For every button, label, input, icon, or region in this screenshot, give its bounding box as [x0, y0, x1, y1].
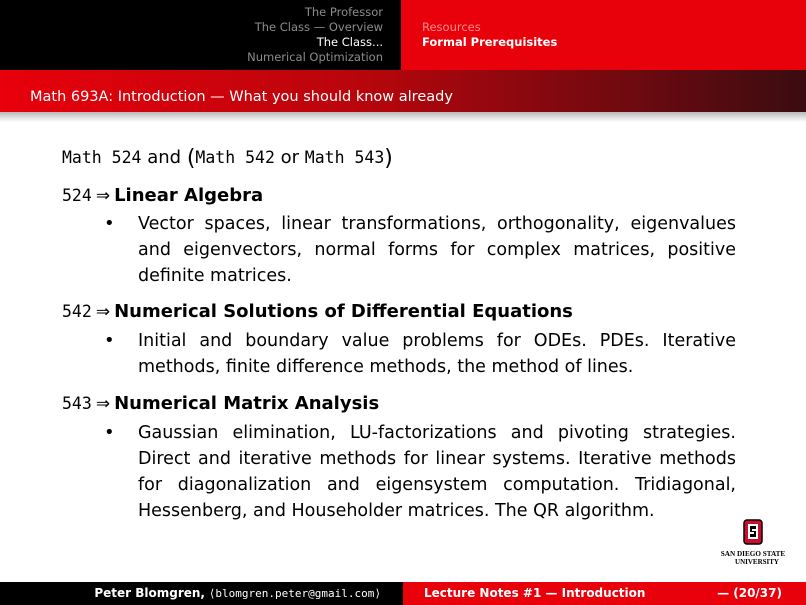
nav-subsection-resources[interactable]: Resources — [422, 20, 481, 34]
author-email: ⟨blomgren.peter@gmail.com⟩ — [208, 587, 381, 600]
topic-heading-542 — [62, 301, 573, 322]
footer-right — [403, 582, 806, 605]
topic-code: 543 — [62, 394, 92, 413]
nav-section-class[interactable]: The Class... — [316, 35, 383, 49]
nav-section-professor[interactable]: The Professor — [304, 5, 383, 19]
logo-line-1: SAN DIEGO STATE — [720, 550, 786, 558]
footer-bar — [0, 582, 806, 605]
footer-lecture-title: Lecture Notes #1 — Introduction — [424, 586, 646, 600]
page-number: — (20/37) — [717, 586, 782, 600]
logo-line-2: UNIVERSITY — [735, 558, 779, 566]
nav-subsection-formal-prerequisites[interactable]: Formal Prerequisites — [422, 35, 558, 49]
footer-author — [94, 586, 381, 600]
bullet-icon: • — [104, 422, 115, 443]
section-navigation — [0, 0, 401, 70]
bullet-icon: • — [104, 330, 115, 351]
nav-section-numerical-optimization[interactable]: Numerical Optimization — [247, 50, 383, 64]
subsection-navigation — [401, 0, 806, 70]
topic-description-542: Initial and boundary value problems for ODEs. PDEs. Iterative methods, finite difference methods, the method of lines. — [138, 331, 736, 377]
course-math-543: Math 543 — [304, 148, 385, 167]
bullet-icon: • — [104, 213, 115, 234]
topic-title: Numerical Solutions of Differential Equations — [114, 301, 573, 322]
frame-title-bar — [0, 70, 806, 112]
frame-title: Math 693A: Introduction — What you should know already — [30, 89, 453, 105]
open-paren: ( — [186, 146, 196, 171]
nav-section-class-overview[interactable]: The Class — Overview — [254, 20, 383, 34]
sdsu-logo-icon — [720, 518, 786, 566]
close-paren: ) — [384, 146, 393, 171]
topic-title: Linear Algebra — [114, 185, 264, 206]
topic-title: Numerical Matrix Analysis — [114, 393, 380, 414]
author-name: Peter Blomgren, — [94, 586, 205, 600]
or-text: or — [280, 147, 300, 168]
title-shadow — [0, 112, 806, 122]
implies-icon: ⇒ — [95, 302, 111, 322]
course-math-542: Math 542 — [195, 148, 275, 167]
footer-left — [0, 582, 403, 605]
topic-heading-543 — [62, 393, 379, 414]
topic-code: 542 — [62, 302, 92, 321]
course-math-524: Math 524 — [62, 148, 142, 167]
topic-description-524: Vector spaces, linear transformations, orthogonality, eigenvalues and eigenvectors, normal forms for complex matrices, positive definite matrices. — [138, 214, 736, 286]
implies-icon: ⇒ — [95, 394, 111, 414]
implies-icon: ⇒ — [95, 186, 111, 206]
topic-code: 524 — [62, 186, 92, 205]
topic-heading-524 — [62, 185, 263, 206]
top-navigation-bar — [0, 0, 806, 70]
prerequisite-requirement — [62, 146, 393, 171]
and-text: and — [147, 147, 182, 168]
topic-description-543: Gaussian elimination, LU-factorizations and pivoting strategies. Direct and iterative methods for linear systems. Iterative methods for diagonalization and eigensystem computation. Tridiagonal, Hessenberg, and Householder matrices. The QR algorithm. — [138, 423, 736, 521]
